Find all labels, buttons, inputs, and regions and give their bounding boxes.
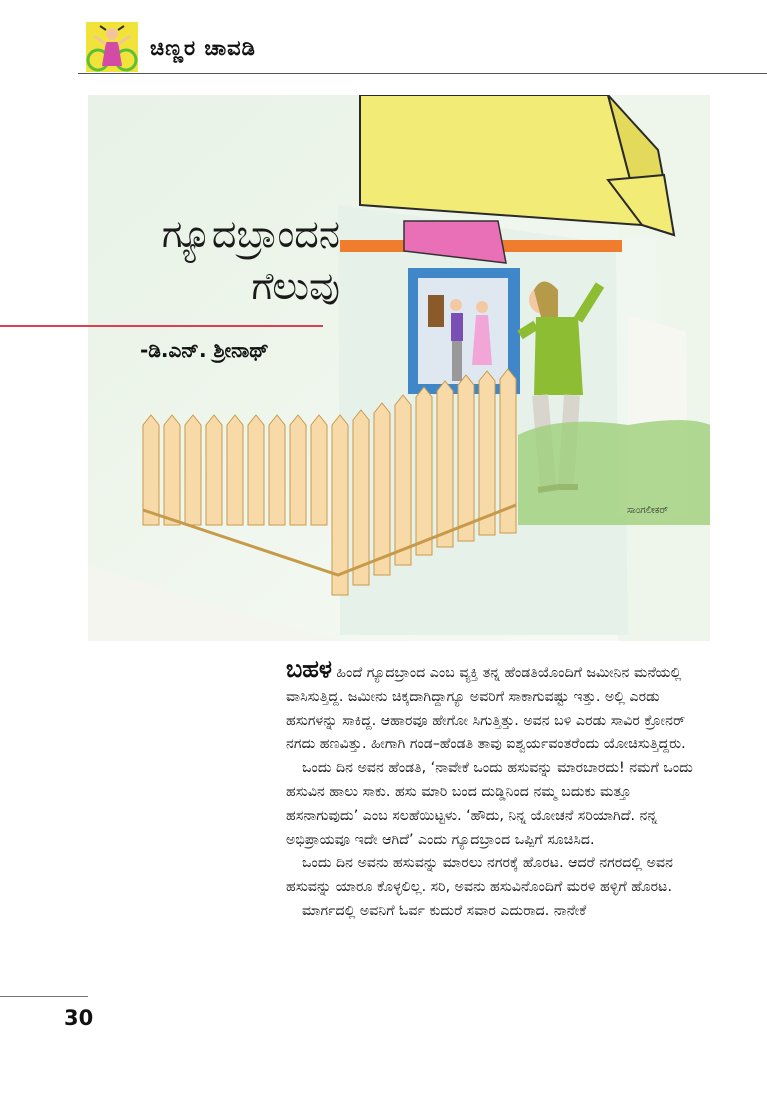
paragraph: ಒಂದು ದಿನ ಅವನ ಹೆಂಡತಿ, ‘ನಾವೇಕೆ ಒಂದು ಹಸುವನ್ನು ಮಾರಬಾರದು! ನಮಗೆ ಒಂದು ಹಸುವಿನ ಹಾಲು ಸಾಕು. ಹಸು ಮಾರಿ ಬಂದ ದುಡ್ಡಿನಿಂದ ನಮ್ಮ ಬದುಕು ಮತ್ತೂ ಹಸನಾಗುವುದು’ ಎಂಬ ಸಲಹೆಯಿಟ್ಟಳು. ‘ಹೌದು, ನಿನ್ನ ಯೋಚನೆ ಸರಿಯಾಗಿದೆ. ನನ್ನ ಅಭಿಪ್ರಾಯವೂ ಇದೇ ಆಗಿದೆ’ ಎಂದು ಗ್ಯೂದಬ್ರಾಂದ ಒಪ್ಪಿಗೆ ಸೂಚಿಸಿದ.: [286, 760, 693, 848]
title-divider: [0, 325, 323, 327]
paragraph: ಒಂದು ದಿನ ಅವನು ಹಸುವನ್ನು ಮಾರಲು ನಗರಕ್ಕೆ ಹೊರಟ. ಆದರೆ ನಗರದಲ್ಲಿ ಅವನ ಹಸುವನ್ನು ಯಾರೂ ಕೊಳ್ಳಲಿಲ್ಲ. ಸರಿ, ಅವನು ಹಸುವಿನೊಂದಿಗೆ ಮರಳಿ ಹಳ್ಳಿಗೆ ಹೊರಟ.: [286, 855, 674, 896]
author-byline: -ಡಿ.ಎನ್. ಶ್ರೀನಾಥ್: [140, 338, 269, 362]
page-number: 30: [64, 1006, 94, 1030]
drop-cap-word: ಬಹಳ: [286, 655, 332, 683]
section-title: ಚಿಣ್ಣರ ಚಾವಡಿ: [150, 36, 256, 60]
footer-divider: [0, 996, 88, 997]
story-body: [286, 655, 698, 924]
story-title-line: ಗ್ಯೂದಬ್ರಾಂದನ: [161, 212, 340, 256]
magazine-logo-icon: [86, 22, 138, 72]
story-title-line: ಗೆಲುವು: [251, 264, 340, 308]
story-title: [100, 208, 340, 312]
illustrator-credit: ಸಾಂಗಲೀಕರ್: [627, 505, 668, 516]
paragraph-text: ಹಿಂದೆ ಗ್ಯೂದಬ್ರಾಂದ ಎಂಬ ವ್ಯಕ್ತಿ ತನ್ನ ಹೆಂಡತಿಯೊಂದಿಗೆ ಜಮೀನಿನ ಮನೆಯಲ್ಲಿ ವಾಸಿಸುತ್ತಿದ್ದ. ಜಮೀನು ಚಿಕ್ಕದಾಗಿದ್ದಾಗ್ಯೂ ಅವರಿಗೆ ಸಾಕಾಗುವಷ್ಟು ಇತ್ತು. ಅಲ್ಲಿ ಎರಡು ಹಸುಗಳನ್ನು ಸಾಕಿದ್ದ. ಆಹಾರವೂ ಹೇಗೋ ಸಿಗುತ್ತಿತ್ತು. ಅವನ ಬಳಿ ಎರಡು ಸಾವಿರ ಕ್ರೋನರ್ ನಗದು ಹಣವಿತ್ತು. ಹೀಗಾಗಿ ಗಂಡ–ಹೆಂಡತಿ ತಾವು ಐಶ್ವರ್ಯವಂತರೆಂದು ಯೋಚಿಸುತ್ತಿದ್ದರು.: [286, 665, 686, 753]
paragraph: ಮಾರ್ಗದಲ್ಲಿ ಅವನಿಗೆ ಓರ್ವ ಕುದುರೆ ಸವಾರ ಎದುರಾದ. ನಾನೇಕೆ: [302, 902, 587, 919]
story-illustration: [88, 95, 710, 641]
header-divider: [78, 73, 767, 74]
paragraph: [286, 655, 698, 757]
